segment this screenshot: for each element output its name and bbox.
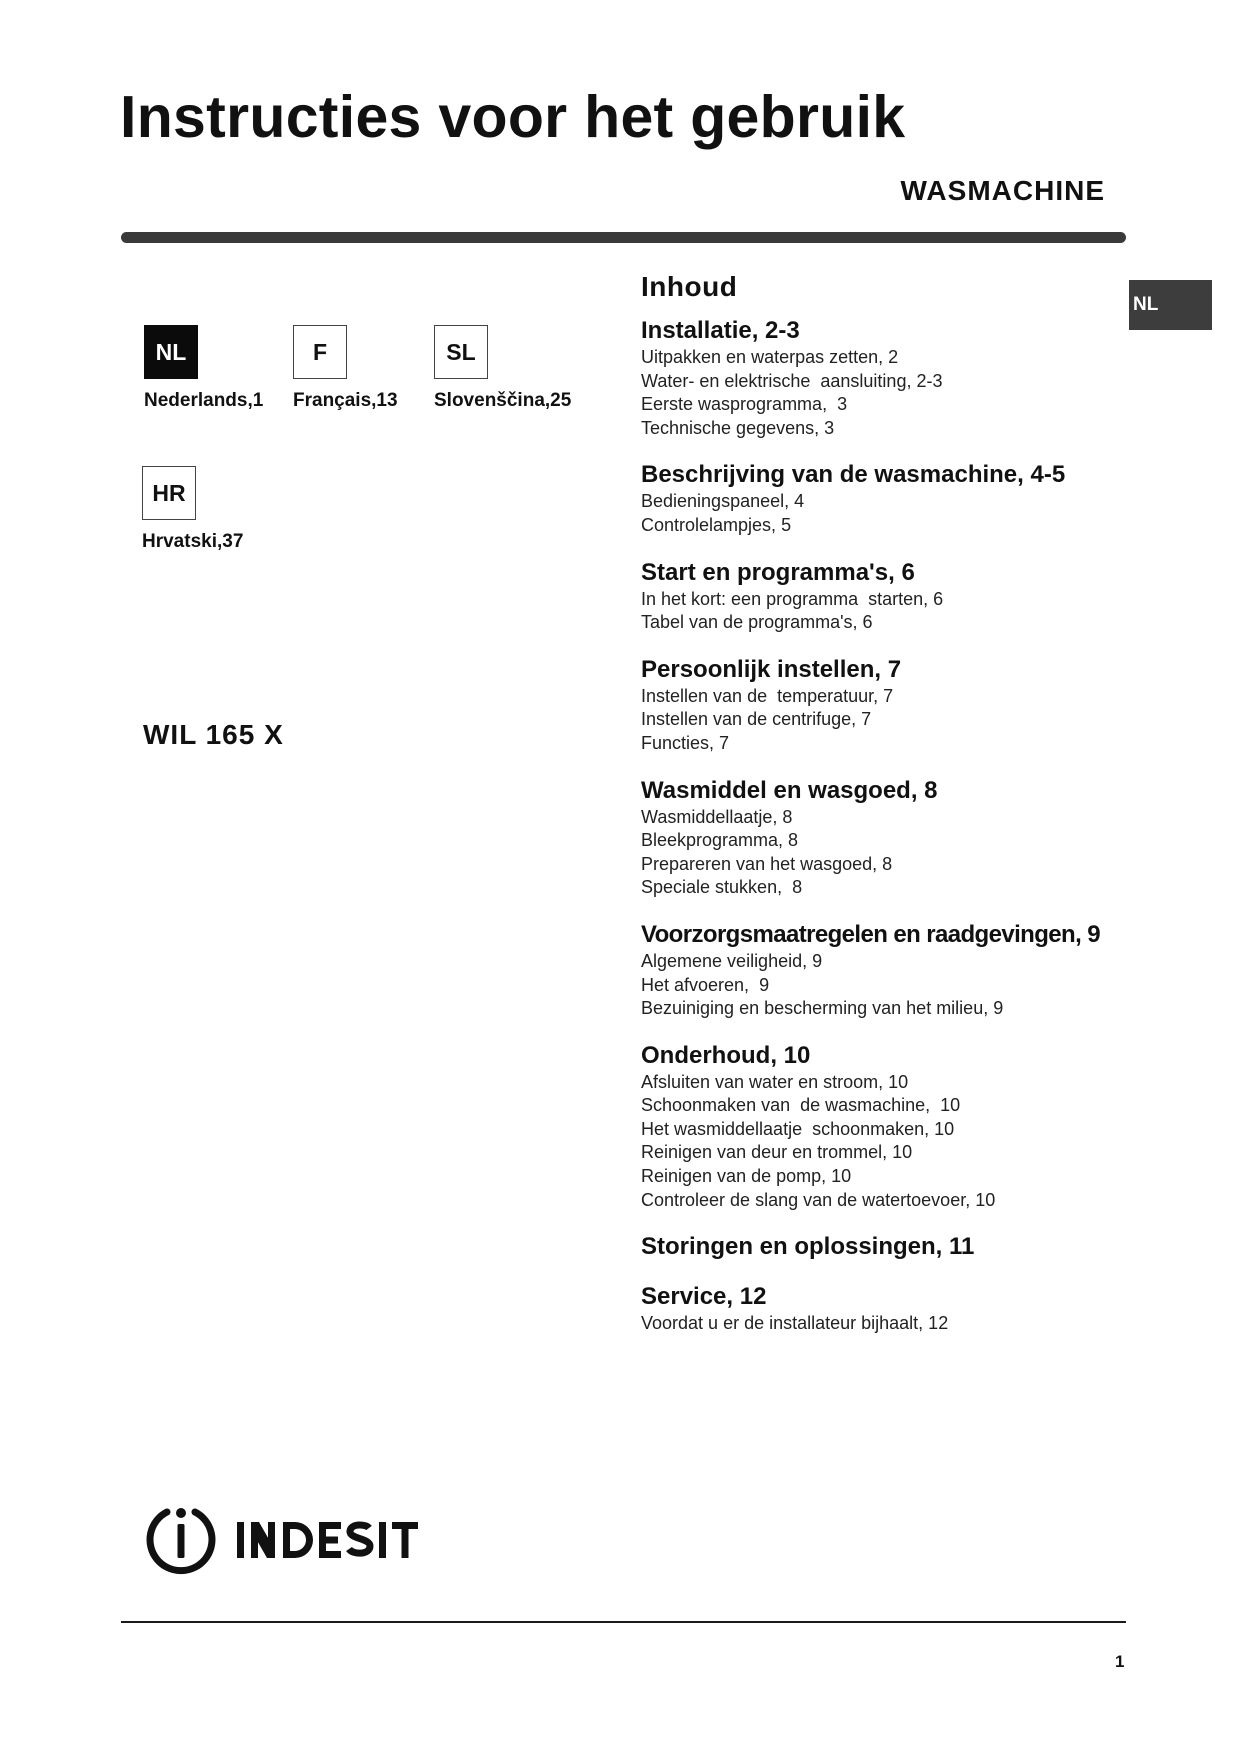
toc-item[interactable]: Voordat u er de installateur bijhaalt, 12 — [641, 1313, 949, 1334]
toc-heading: Inhoud — [641, 271, 738, 302]
toc-item[interactable]: In het kort: een programma starten, 6 — [641, 588, 944, 609]
top-divider — [121, 232, 1126, 243]
toc-item[interactable]: Functies, 7 — [641, 732, 730, 753]
language-code-box: NL — [144, 325, 198, 379]
toc-item[interactable]: Bedieningspaneel, 4 — [641, 491, 805, 512]
toc-section — [641, 460, 1111, 537]
language-label: Français,13 — [293, 390, 398, 411]
toc-section — [641, 1041, 1111, 1213]
toc-item[interactable]: Afsluiten van water en stroom, 10 — [641, 1071, 909, 1092]
toc-item[interactable]: Controleer de slang van de watertoevoer, 10 — [641, 1189, 996, 1210]
language-side-tab: NL — [1129, 280, 1212, 330]
toc-section-title[interactable]: Voorzorgsmaatregelen en raadgevingen, 9 — [641, 920, 1100, 948]
toc-item[interactable]: Bleekprogramma, 8 — [641, 830, 799, 851]
toc-item[interactable]: Schoonmaken van de wasmachine, 10 — [641, 1095, 961, 1116]
toc-item[interactable]: Algemene veiligheid, 9 — [641, 950, 823, 971]
language-sl[interactable] — [434, 325, 571, 412]
toc-section-title[interactable]: Storingen en oplossingen, 11 — [641, 1233, 975, 1261]
page-title: Instructies voor het gebruik — [120, 84, 906, 150]
toc-section — [641, 655, 1111, 756]
page-number: 1 — [1115, 1652, 1125, 1671]
language-label: Hrvatski,37 — [142, 531, 244, 552]
table-of-contents — [641, 270, 1111, 1356]
indesit-logo — [143, 1500, 443, 1576]
toc-section-title[interactable]: Beschrijving van de wasmachine, 4-5 — [641, 461, 1066, 489]
toc-item[interactable]: Speciale stukken, 8 — [641, 877, 803, 898]
toc-section — [641, 920, 1111, 1021]
toc-section — [641, 1232, 1111, 1262]
toc-section-title[interactable]: Onderhoud, 10 — [641, 1041, 811, 1069]
toc-item[interactable]: Instellen van de temperatuur, 7 — [641, 685, 894, 706]
toc-item[interactable]: Het afvoeren, 9 — [641, 974, 770, 995]
power-i-icon — [143, 1500, 443, 1576]
language-label: Slovenščina,25 — [434, 390, 572, 411]
bottom-divider — [121, 1621, 1126, 1623]
page-subtitle: WASMACHINE — [900, 175, 1105, 206]
language-code-box: F — [293, 325, 347, 379]
toc-section — [641, 776, 1111, 900]
toc-item[interactable]: Instellen van de centrifuge, 7 — [641, 709, 872, 730]
toc-section — [641, 1282, 1111, 1336]
toc-item[interactable]: Bezuiniging en bescherming van het milieu, 9 — [641, 998, 1004, 1019]
toc-section-title[interactable]: Wasmiddel en wasgoed, 8 — [641, 776, 938, 804]
toc-item[interactable]: Het wasmiddellaatje schoonmaken, 10 — [641, 1118, 955, 1139]
model-number: WIL 165 X — [143, 719, 284, 750]
toc-item[interactable]: Reinigen van de pomp, 10 — [641, 1166, 852, 1187]
language-hr[interactable] — [142, 466, 243, 553]
language-label: Nederlands,1 — [144, 390, 264, 411]
toc-section-title[interactable]: Start en programma's, 6 — [641, 558, 915, 586]
language-code-box: SL — [434, 325, 488, 379]
toc-item[interactable]: Eerste wasprogramma, 3 — [641, 394, 848, 415]
language-code-box: HR — [142, 466, 196, 520]
toc-section-title[interactable]: Service, 12 — [641, 1283, 767, 1311]
toc-item[interactable]: Technische gegevens, 3 — [641, 417, 835, 438]
toc-section-title[interactable]: Installatie, 2-3 — [641, 317, 800, 344]
language-nl[interactable] — [144, 325, 263, 412]
toc-item[interactable]: Wasmiddellaatje, 8 — [641, 806, 793, 827]
toc-section — [641, 558, 1111, 635]
toc-item[interactable]: Water- en elektrische aansluiting, 2-3 — [641, 370, 943, 391]
toc-section-title[interactable]: Persoonlijk instellen, 7 — [641, 655, 902, 683]
toc-item[interactable]: Uitpakken en waterpas zetten, 2 — [641, 347, 899, 367]
toc-item[interactable]: Controlelampjes, 5 — [641, 514, 792, 535]
toc-item[interactable]: Tabel van de programma's, 6 — [641, 612, 873, 633]
language-fr[interactable] — [293, 325, 398, 412]
toc-section — [641, 316, 1111, 440]
toc-item[interactable]: Reinigen van deur en trommel, 10 — [641, 1142, 913, 1163]
toc-item[interactable]: Prepareren van het wasgoed, 8 — [641, 853, 893, 874]
